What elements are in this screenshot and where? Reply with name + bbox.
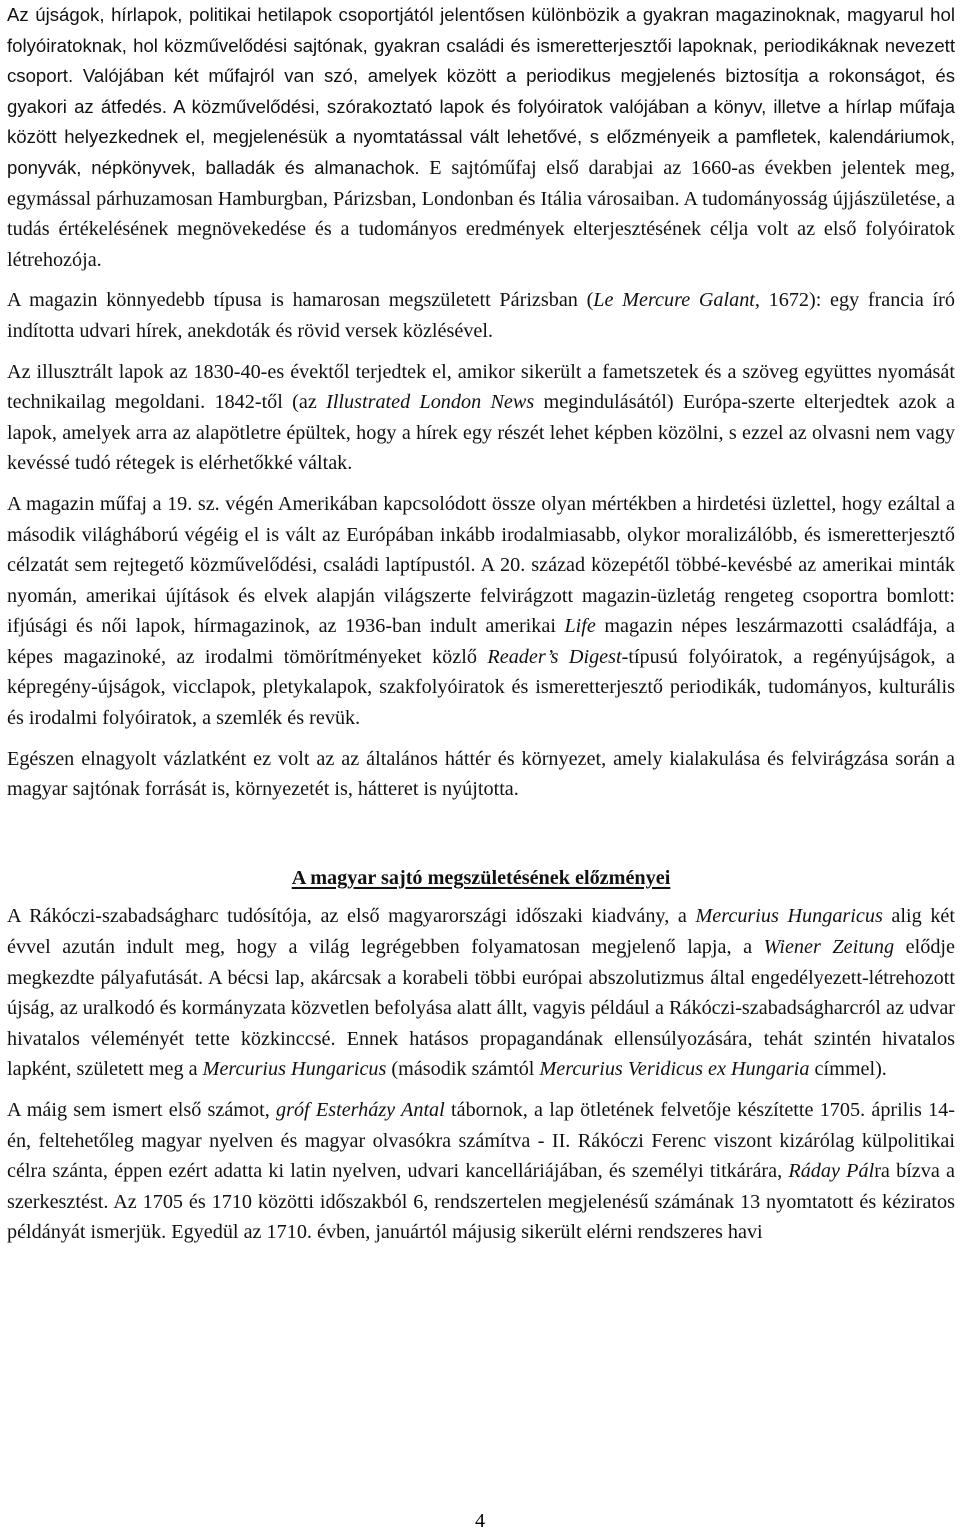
text-span: A máig sem ismert első számot,: [7, 1099, 276, 1121]
italic-title: Wiener Zeitung: [763, 936, 895, 959]
text-span: tábornok, a lap ötletének felvetője készítette 1705. április 14-én, feltehetőleg magyar nyelven és magyar olvasókra számítva - II. Rákóczi Ferenc viszont kizárólag külpolitikai célra szánta, éppen ezért adatta ki latin nyelven, udvari kancelláriájában, és személyi titkárára,: [7, 1099, 955, 1183]
text-span: , 1672): egy francia író indította udvari hírek, anekdoták és rövid versek közlésével.: [7, 289, 955, 342]
text-span: alig két évvel azután indult meg, hogy a világ legrégebben folyamatosan megjelenő lapja, a: [7, 905, 955, 959]
text-span: elődje megkezdte pályafutását. A bécsi lap, akárcsak a korabeli többi európai abszolutizmus által engedélyezett-létrehozott újság, az uralkodó és kormányzata közvetlen befolyása alatt állt, vagyis például a Rákóczi-szabadságharcról az udvar hivatalos véleményét tette közkinccsé. Ennek hatásos propagandának ellensúlyozására, tehát szintén hivatalos lapként, született meg a: [7, 936, 955, 1081]
text-span: A magazin könnyedebb típusa is hamarosan megszületett Párizsban (: [7, 289, 594, 312]
paragraph-summary: Egészen elnagyolt vázlatként ez volt az az általános háttér és környezet, amely kialakulása és felvirágzása során a magyar sajtónak forrását is, környezetét is, hátteret is nyújtotta.: [7, 747, 955, 801]
text-span: (második számtól: [386, 1058, 540, 1081]
paragraph-intro-text-cont: E sajtóműfaj első darabjai az 1660-as években jelentek meg, egymással párhuzamosan Hamburgban, Párizsban, Londonban és Itália városaiban. A tudományosság újjászületése, a tudás értékelésének megnövekedése és a tudományos eredmények elterjesztésének célja volt az első folyóiratok létrehozója.: [7, 156, 955, 271]
text-span: címmel).: [809, 1058, 887, 1081]
italic-title: Illustrated London News: [326, 391, 535, 414]
text-span: -típusú folyóiratok, a regényújságok, a képregény-újságok, vicclapok, pletykalapok, szakfolyóiratok és ismeretterjesztő periodikák, tudományos, kulturális és irodalmi folyóiratok, a szemlék és revük.: [7, 645, 955, 730]
text-span: A Rákóczi-szabadságharc tudósítója, az első magyarországi időszaki kiadvány, a: [7, 905, 696, 928]
italic-title: Le Mercure Galant: [593, 289, 755, 312]
italic-title: Mercurius Hungaricus: [202, 1058, 387, 1081]
text-span: Az illusztrált lapok az 1830-40-es évektől terjedtek el, amikor sikerült a fametszetek és a szöveg együttes nyomását technikailag megoldani. 1842-től (az: [7, 360, 955, 414]
page-number: 4: [475, 1510, 485, 1532]
italic-title: Life: [564, 615, 596, 638]
text-span: magazin népes leszármazotti családfája, a képes magazinoké, az irodalmi tömörítményeket közlő: [7, 615, 955, 668]
italic-title: Mercurius Hungaricus: [695, 905, 883, 928]
italic-name: Ráday Pál: [788, 1160, 875, 1183]
italic-title: Mercurius Veridicus ex Hungaria: [539, 1058, 810, 1081]
paragraph-intro-text: Az újságok, hírlapok, politikai hetilapok csoportjától jelentősen különbözik a gyakran magazinoknak, magyarul hol folyóiratoknak, hol közművelődési sajtónak, gyakran családi és ismeretterjesztői lapoknak, periodikáknak nevezett csoport. Valójában két műfajról van szó, amelyek között a periodikus megjelenés biztosítja a rokonságot, és gyakori az átfedés. A közművelődési, szórakoztató lapok és folyóiratok valójában a könyv, illetve a hírlap műfaja között helyezkednek el, megjelenésük a nyomtatással vált lehetővé, s előzményeik a pamfletek, kalendáriumok, ponyvák, népkönyvek, balladák és almanachok.: [7, 4, 955, 178]
document-page: [7, 0, 955, 1258]
paragraph-intro: [7, 0, 955, 275]
text-span: ra bízva a szerkesztést. Az 1705 és 1710 közötti időszakból 6, rendszertelen megjelenésű számának 13 nyomtatott és kéziratos példányát ismerjük. Egyedül az 1710. évben, januártól májusig sikerült elérni rendszeres havi: [7, 1160, 955, 1244]
paragraph-rakoczi: [7, 901, 955, 1085]
text-span: A magazin műfaj a 19. sz. végén Amerikában kapcsolódott össze olyan mértékben a hirdetési üzlettel, hogy ezáltal a második világháború végéig el is vált az Európában inkább irodalmiasabb, olykor moralizálóbb, és ismeretterjesztő célzatát sem rejtegető közművelődési, családi laptípustól. A 20. század közepétől többé-kevésbé az amerikai minták nyomán, amerikai újítások és elvek alapján világszerte felvirágzott magazin-üzletág rengeteg csoportra bomlott: ifjúsági és női lapok, hírmagazinok, az 1936-ban indult amerikai: [7, 492, 955, 638]
section-heading: [7, 863, 955, 894]
section-heading-text: A magyar sajtó megszületésének előzményei: [291, 866, 671, 889]
paragraph-elso-szam: [7, 1095, 955, 1248]
paragraph-magazin-mufaj: [7, 489, 955, 734]
paragraph-mercure: [7, 285, 955, 346]
italic-name: gróf Esterházy Antal: [276, 1099, 445, 1121]
italic-title: Reader’s Digest: [487, 645, 622, 668]
text-span: megindulásától) Európa-szerte elterjedtek azok a lapok, amelyek arra az alapötletre épültek, hogy a hírek egy részét lehet képben közölni, s ezzel az olvasni nem vagy kevéssé tudó rétegek is elérhetőkké váltak.: [7, 391, 956, 475]
paragraph-illustrated: [7, 357, 955, 479]
